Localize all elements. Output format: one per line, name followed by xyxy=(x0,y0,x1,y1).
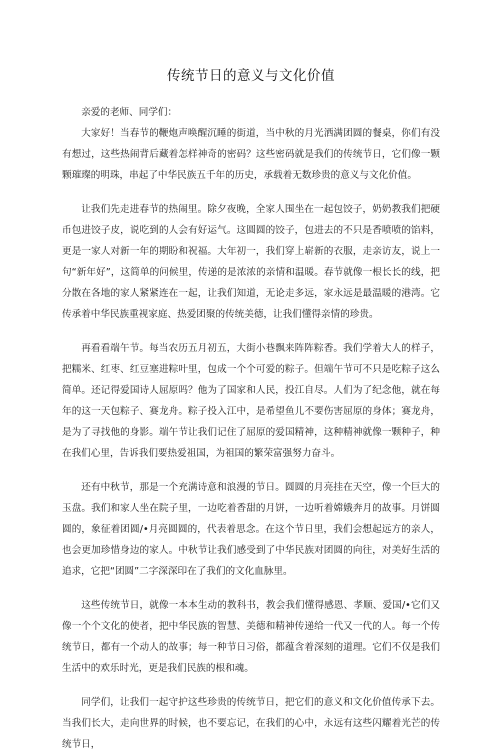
paragraph-spring-festival: 让我们先走进春节的热闹里。除夕夜晚，全家人围坐在一起包饺子，奶奶教我们把硬币包进饺子皮，说吃到的人会有好运气。这圆圆的饺子，包进去的不只是香喷喷的馅料，更是一家人对新一年的期盼和祝福。大年初一，我们穿上崭新的衣服，走亲访友，说上一句“新年好”，这简单的问候里，传递的是浓浓的亲情和温暖。春节就像一根长长的线，把分散在各地的家人紧紧连在一起，让我们知道，无论走多远，家永远是最温暖的港湾。它传承着中华民族重视家庭、热爱团聚的传统美德，让我们懂得亲情的珍贵。 xyxy=(62,204,440,320)
paragraph-dragon-boat: 再看看端午节。每当农历五月初五，大街小巷飘来阵阵粽香。我们学着大人的样子，把糯米、红枣、红豆塞进粽叶里，包成一个个可爱的粽子。但端午节可不只是吃粽子这么简单。还记得爱国诗人屈原吗？他为了国家和人民，投江自尽。人们为了纪念他，就在每年的这一天包粽子、赛龙舟。粽子投入江中，是希望鱼儿不要伤害屈原的身体；赛龙舟，是为了寻找他的身影。端午节让我们记住了屈原的爱国精神，这种精神就像一颗种子，种在我们心里，告诉我们要热爱祖国，为祖国的繁荣富强努力奋斗。 xyxy=(62,343,440,459)
paragraph-summary: 这些传统节日，就像一本本生动的教科书，教会我们懂得感恩、孝顺、爱国/•它们又像一个个文化的使者，把中华民族的智慧、美德和精神传递给一代又一代的人。每一个传统节日，都有一个动人的故事；每一种节日习俗，都蕴含着深刻的道理。它们不仅是我们生活中的欢乐时光，更是我们民族的根和魂。 xyxy=(62,600,440,674)
paragraph-closing: 同学们，让我们一起守护这些珍贵的传统节日，把它们的意义和文化价值传承下去。当我们长大，走向世界的时候，也不要忘记，在我们的心中，永远有这些闪耀着光芒的传统节日， xyxy=(62,697,440,750)
page-title: 传统节日的意义与文化价值 xyxy=(167,68,335,84)
paragraph-mid-autumn: 还有中秋节，那是一个充满诗意和浪漫的节日。圆圆的月亮挂在天空，像一个巨大的玉盘。我们和家人坐在院子里，一边吃着香甜的月饼，一边听着嫦娥奔月的故事。月饼圆圆的，象征着团圆/•月亮圆圆的，代表着思念。在这个节日里，我们会想起远方的亲人，也会更加珍惜身边的家人。中秋节让我们感受到了中华民族对团圆的向往，对美好生活的追求，它把“团圆”二字深深印在了我们的文化血脉里。 xyxy=(62,482,440,577)
salutation: 亲爱的老师、同学们： xyxy=(81,107,178,118)
paragraph-intro: 大家好！当春节的鞭炮声唤醒沉睡的街道，当中秋的月光洒满团圆的餐桌，你们有没有想过，这些热闹背后藏着怎样神奇的密码？这些密码就是我们的传统节日，它们像一颗颗璀璨的明珠，串起了中华民族五千年的历史，承载着无数珍贵的意义与文化价值。 xyxy=(62,128,440,181)
